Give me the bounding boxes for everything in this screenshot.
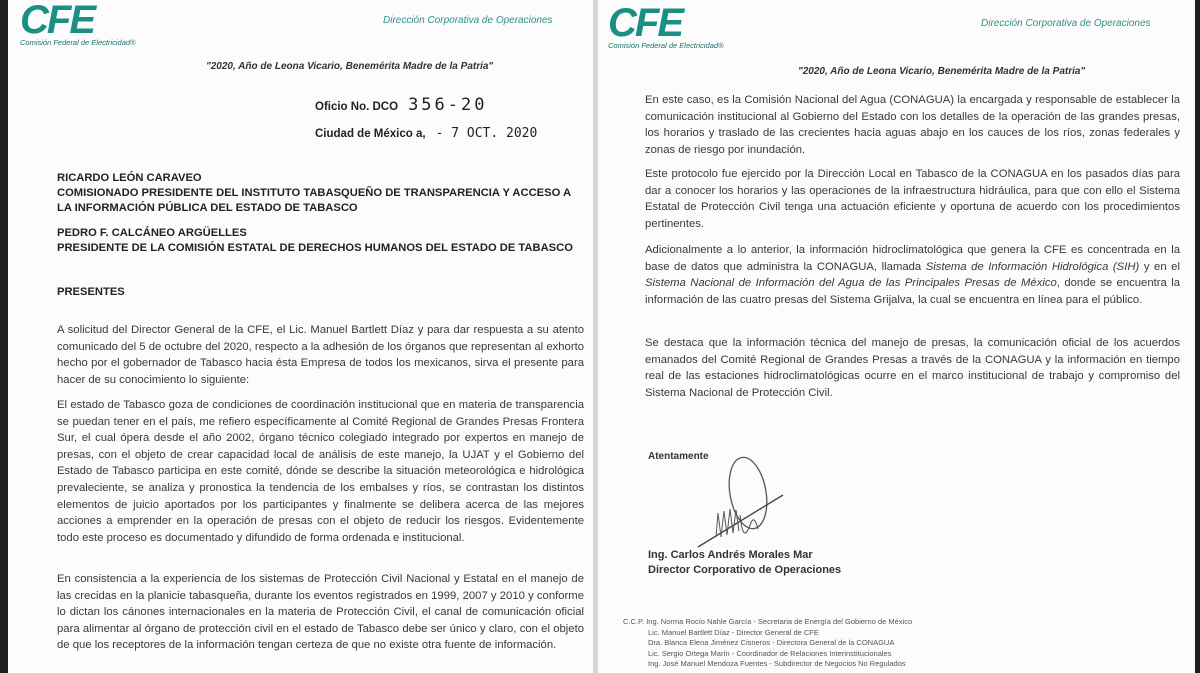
city-label: Ciudad de México a, <box>315 128 426 140</box>
document-page-2 <box>598 0 1195 673</box>
office-number-line <box>315 95 487 115</box>
paragraph-3 <box>645 242 1180 308</box>
salutation: PRESENTES <box>57 286 125 298</box>
national-water-system-name: Sistema Nacional de Información del Agua de las Principales Presas de México <box>645 277 1057 290</box>
document-page-1 <box>8 0 593 673</box>
ccp-item: Ing. José Manuel Mendoza Fuentes - Subdirector de Negocios No Regulados <box>648 659 906 668</box>
department-header: Dirección Corporativa de Operaciones <box>383 15 553 26</box>
office-number: 356-20 <box>408 95 488 115</box>
motto: "2020, Año de Leona Vicario, Benemérita Madre de la Patria" <box>798 66 1086 77</box>
signer-name: Ing. Carlos Andrés Morales Mar <box>648 549 813 561</box>
cfe-logo <box>608 3 724 50</box>
paragraph-3: En consistencia a la experiencia de los sistemas de Protección Civil Nacional y Estatal en el manejo de las crecidas en la planicie tabasqueña, durante los eventos registrados en 1999, 2007 y 2010 y conforme lo dictan los cánones internacionales en la materia de Protección Civil, el canal de comunicación oficial para alimentar al órgano de protección civil en el estado de Tabasco debe ser único y claro, con el objeto de que los receptores de la información tengan certeza de que no existe otra fuente de información. <box>57 573 584 652</box>
sih-system-name: Sistema de Información Hidrológica (SIH) <box>925 260 1140 273</box>
closing: Atentamente <box>648 451 709 462</box>
date-stamp: - 7 OCT. 2020 <box>435 126 538 141</box>
ccp-list <box>623 617 912 670</box>
paragraph-1: A solicitud del Director General de la CFE, el Lic. Manuel Bartlett Díaz y para dar respuesta a su atento comunicado del 5 de octubre del 2020, respecto a la adhesión de los órganos que representan al exhorto hecho por el gobernador de Tabasco hacia ésta Empresa de todos los mexicanos, sirva el presente para hacer de su conocimiento lo siguiente: <box>57 324 584 386</box>
ccp-item: Dra. Blanca Elena Jiménez Cisneros - Directora General de la CONAGUA <box>648 638 895 647</box>
addressee-2-name: PEDRO F. CALCÁNEO ARGÜELLES <box>57 227 247 239</box>
department-header: Dirección Corporativa de Operaciones <box>981 18 1151 29</box>
paragraph-2: El estado de Tabasco goza de condiciones de coordinación institucional que en materia de transparencia se puedan tener en el país, me refiero específicamente al Comité Regional de Grandes Presas Frontera Sur, el cual ópera desde el año 2002, órgano técnico colegiado integrado por expertos en manejo de presas, con el objeto de crear capacidad local de análisis de este manejo, la UJAT y el Gobierno del Estado de Tabasco participa en este comité, dónde se describe la situación meteorológica e hidrológica prevaleciente, se analiza y pronostica la tendencia de los embalses y ríos, se contrastan los distintos elementos de juicio aportados por los participantes y finalmente se delibera acerca de las mejores acciones a emprender en la operación de presas con el objeto de reducir los riesgos. Evidentemente todo este proceso es documentado y difundido de forma ordenada e institucional. <box>57 399 584 544</box>
signature-icon <box>688 455 788 555</box>
paragraph-3-text: , donde se encuentra la información de las cuatro presas del Sistema Grijalva, la cual se encuentra en línea para el público. <box>645 277 1181 306</box>
addressee-1-title: COMISIONADO PRESIDENTE DEL INSTITUTO TABASQUEÑO DE TRANSPARENCIA Y ACCESO A LA INFORMACIÓN PÚBLICA DEL ESTADO DE TABASCO <box>57 187 571 214</box>
cfe-logo-mark: CFE <box>608 1 682 45</box>
paragraph-4: Se destaca que la información técnica del manejo de presas, la comunicación oficial de los acuerdos emanados del Comité Regional de Grandes Presas a través de la CONAGUA y la información en tiempo real de las estaciones hidroclimatológicas ocurre en el marco institucional de trabajo y compromiso del Sistema Nacional de Protección Civil. <box>645 337 1180 399</box>
addressee-1 <box>57 171 587 216</box>
cfe-logo-subtitle: Comisión Federal de Electricidad® <box>20 38 136 47</box>
signer-title: Director Corporativo de Operaciones <box>648 564 842 576</box>
date-line <box>315 126 537 141</box>
cfe-logo <box>20 0 136 47</box>
ccp-item: Lic. Manuel Bartlett Díaz - Director General de CFE <box>648 627 819 637</box>
paragraph-3-text: y en el <box>1139 260 1180 273</box>
ccp-item: Lic. Sergio Ortega Marín - Coordinador de Relaciones Interinstitucionales <box>648 648 892 658</box>
motto: "2020, Año de Leona Vicario, Benemérita Madre de la Patria" <box>206 61 494 72</box>
addressee-1-name: RICARDO LEÓN CARAVEO <box>57 172 202 184</box>
office-label: Oficio No. DCO <box>315 101 399 113</box>
signer-block <box>648 548 841 578</box>
paragraph-1: En este caso, es la Comisión Nacional del Agua (CONAGUA) la encargada y responsable de establecer la comunicación institucional al Gobierno del Estado con los detalles de la operación de las grandes presas, los horarios y traslado de las crecientes hacia aguas abajo en los cauces de los ríos, zonas federales y zonas de riesgo por inundación. <box>645 94 1180 156</box>
paragraph-2: Este protocolo fue ejercido por la Dirección Local en Tabasco de la CONAGUA en los pasados días para dar a conocer los horarios y las operaciones de la infraestructura hidráulica, para que con ello el Sistema Estatal de Protección Civil tenga una actuación eficiente y oportuna de acuerdo con los procedimientos pertinentes. <box>645 168 1180 230</box>
cfe-logo-subtitle: Comisión Federal de Electricidad® <box>608 41 724 50</box>
addressee-2-title: PRESIDENTE DE LA COMISIÓN ESTATAL DE DERECHOS HUMANOS DEL ESTADO DE TABASCO <box>57 242 573 254</box>
paragraph-3-text: Adicionalmente a lo anterior, la información hidroclimatológica que genera la CFE es concentrada en la base de datos que administra la CONAGUA, llamada <box>645 244 1180 273</box>
addressee-2 <box>57 226 587 256</box>
ccp-item: C.C.P. Ing. Norma Rocío Nahle García - Secretaria de Energía del Gobierno de México <box>623 617 913 626</box>
cfe-logo-mark: CFE <box>20 0 94 42</box>
